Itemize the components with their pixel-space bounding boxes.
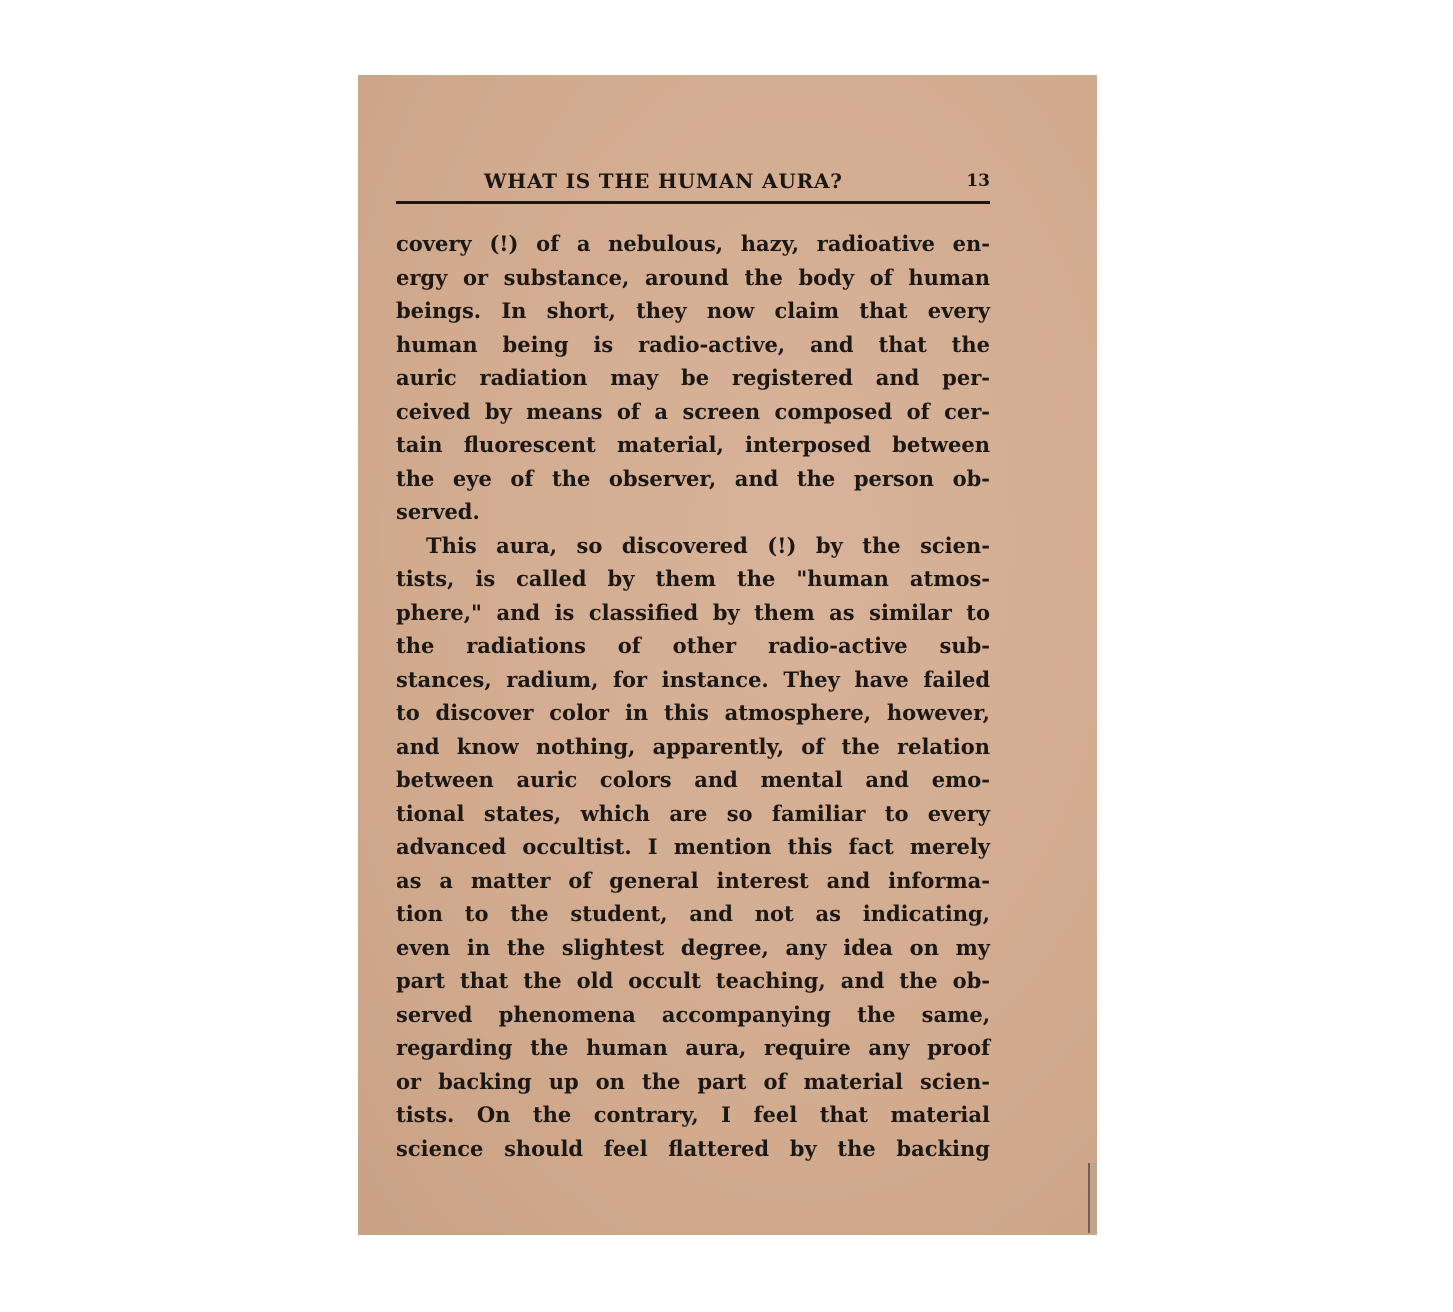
paragraph — [396, 227, 990, 529]
running-head — [396, 169, 990, 204]
text-line: the eye of the observer, and the person ob- — [396, 465, 990, 491]
text-line: This aura, so discovered (!) by the scien- — [426, 532, 990, 558]
paragraph — [396, 529, 990, 1166]
text-line: covery (!) of a nebulous, hazy, radioative en- — [396, 231, 990, 256]
text-line: advanced occultist. I mention this fact merely — [396, 834, 990, 859]
text-line: to discover color in this atmosphere, however, — [396, 700, 990, 725]
text-line: tain fluorescent material, interposed between — [396, 432, 990, 457]
text-line: as a matter of general interest and informa- — [396, 867, 990, 893]
text-line: tists. On the contrary, I feel that material — [396, 1102, 990, 1127]
book-page — [358, 75, 1097, 1235]
text-line: tion to the student, and not as indicating, — [396, 901, 990, 926]
text-line: beings. In short, they now claim that every — [396, 298, 990, 323]
page-edge-tab — [1088, 1163, 1097, 1233]
text-line: the radiations of other radio-active sub- — [396, 633, 990, 658]
text-line: even in the slightest degree, any idea on my — [396, 934, 990, 960]
text-line: between auric colors and mental and emo- — [396, 767, 990, 792]
text-line: served phenomena accompanying the same, — [396, 1001, 990, 1027]
text-line: auric radiation may be registered and per- — [396, 365, 990, 390]
text-line: and know nothing, apparently, of the relation — [396, 733, 990, 759]
body-text — [396, 227, 990, 1165]
text-line: phere," and is classified by them as similar to — [396, 599, 990, 625]
text-line: served. — [396, 499, 480, 524]
running-head-title: WHAT IS THE HUMAN AURA? — [484, 169, 843, 193]
text-line: science should feel flattered by the backing — [396, 1135, 990, 1161]
text-line: stances, radium, for instance. They have failed — [396, 666, 990, 692]
text-line: ergy or substance, around the body of human — [396, 264, 990, 290]
text-line: regarding the human aura, require any proof — [396, 1035, 990, 1060]
text-line: human being is radio-active, and that the — [396, 331, 990, 357]
text-line: tional states, which are so familiar to every — [396, 800, 990, 826]
text-line: ceived by means of a screen composed of cer- — [396, 398, 990, 424]
text-line: tists, is called by them the "human atmos- — [396, 566, 990, 591]
text-line: part that the old occult teaching, and the ob- — [396, 968, 990, 993]
text-line: or backing up on the part of material scien- — [396, 1068, 990, 1094]
page-number: 13 — [966, 171, 990, 191]
